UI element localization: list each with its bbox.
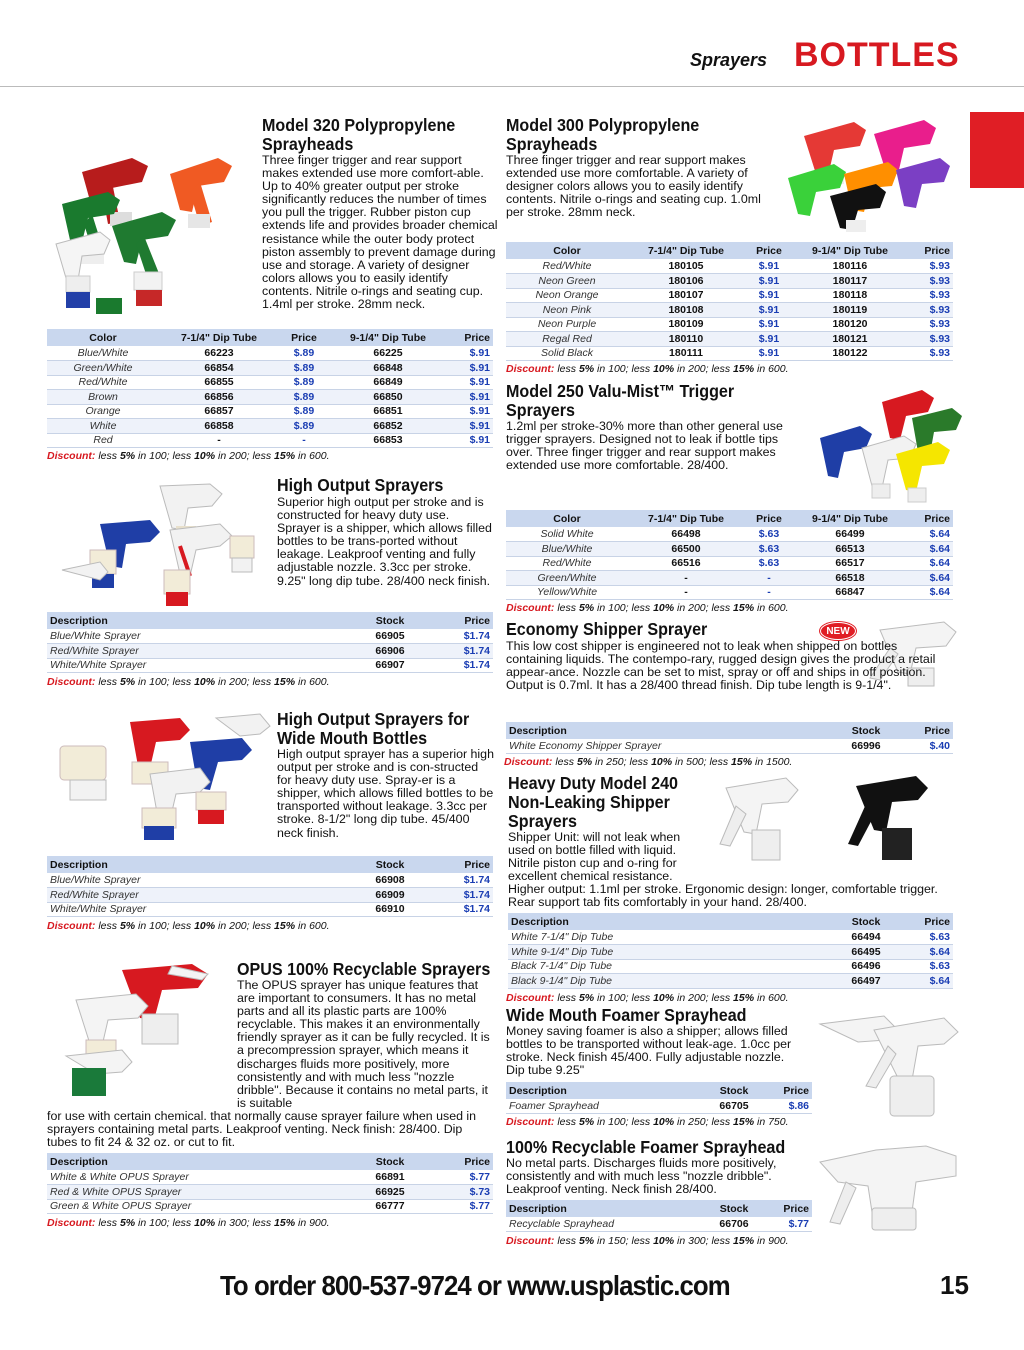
col-price: Price bbox=[447, 329, 493, 346]
economy-shipper-description: This low cost shipper is engineered not to leak when shipped on bottles containing liquids. The contempo-rary, rugged design gives the product a retail appear-ance. Nozzle can be set to mist, spray or off and ships in off position. Output is 0.7ml. It has a 28/400 thread finish. Dip tube length is 9-1/4". bbox=[506, 639, 936, 693]
recyclable-foamer-table: Description Stock Price Recyclable Sprayhead 66706 $.77 bbox=[506, 1200, 812, 1232]
high-output-discount: Discount: less 5% in 100; less 10% in 200; less 15% in 600. bbox=[47, 676, 330, 688]
table-row: White Economy Shipper Sprayer 66996 $.40 bbox=[506, 739, 953, 754]
model-240-description-2: Higher output: 1.1ml per stroke. Ergonomic design: longer, comfortable trigger. Rear support tab fits comfortably in your hand. 28/400. bbox=[508, 882, 938, 910]
table-row: Black 7-1/4" Dip Tube 66496 $.63 bbox=[508, 959, 953, 974]
recyclable-foamer-discount: Discount: less 5% in 150; less 10% in 300; less 15% in 900. bbox=[506, 1235, 789, 1247]
table-row: White/White Sprayer 66907 $1.74 bbox=[47, 658, 493, 673]
high-output-table: Description Stock Price Blue/White Sprayer 66905 $1.74 Red/White Sprayer 66906 $1.74 White/White Sprayer 66907 $1.74 bbox=[47, 612, 493, 673]
model-320-sprayer-image bbox=[52, 152, 252, 327]
table-row: Red & White OPUS Sprayer 66925 $.73 bbox=[47, 1185, 493, 1200]
recyclable-foamer-image bbox=[816, 1142, 966, 1234]
table-row: White 66858 $.89 66852 $.91 bbox=[47, 419, 493, 434]
opus-description: The OPUS sprayer has unique features that are important to consumers. It has no metal parts and all its plastic parts are 100% recyclable. This makes it an environmentally friendly sprayer as it can be fully recycled. It is a precompression sprayer, which means it discharges fluids more positively, more consistently and with much less "nozzle dribble". Because it contains no metal parts, it is suitable bbox=[237, 978, 490, 1110]
economy-shipper-discount: Discount: less 5% in 250; less 10% in 500; less 15% in 1500. bbox=[504, 756, 793, 768]
table-row: Green/White 66854 $.89 66848 $.91 bbox=[47, 361, 493, 376]
table-row: Blue/White 66500 $.63 66513 $.64 bbox=[506, 542, 953, 557]
table-row: Red/White 66516 $.63 66517 $.64 bbox=[506, 556, 953, 571]
high-output-wide-mouth-subtitle: Wide Mouth Bottles bbox=[277, 728, 428, 748]
wide-mouth-foamer-table: Description Stock Price Foamer Sprayhead 66705 $.86 bbox=[506, 1082, 812, 1114]
high-output-wide-mouth-title: High Output Sprayers for bbox=[277, 709, 470, 729]
opus-title: OPUS 100% Recyclable Sprayers bbox=[237, 959, 491, 979]
model-250-discount: Discount: less 5% in 100; less 10% in 200; less 15% in 600. bbox=[506, 602, 789, 614]
table-row: Red/White 66855 $.89 66849 $.91 bbox=[47, 375, 493, 390]
order-info: To order 800-537-9724 or www.usplastic.com bbox=[220, 1270, 730, 1301]
high-output-title: High Output Sprayers bbox=[277, 475, 444, 495]
model-250-description: 1.2ml per stroke-30% more than other general use trigger sprayers. Designed not to leak if bottle tips over. Three finger trigger and rear support makes extended use more comfortable. 28/400. bbox=[506, 419, 783, 473]
model-240-discount: Discount: less 5% in 100; less 10% in 200; less 15% in 600. bbox=[506, 992, 789, 1004]
economy-shipper-table: Description Stock Price White Economy Shipper Sprayer 66996 $.40 bbox=[506, 722, 953, 754]
table-row: Blue/White Sprayer 66908 $1.74 bbox=[47, 873, 493, 888]
table-row: Orange 66857 $.89 66851 $.91 bbox=[47, 404, 493, 419]
header-divider bbox=[0, 86, 1024, 87]
table-row: Brown 66856 $.89 66850 $.91 bbox=[47, 390, 493, 405]
table-row: Blue/White Sprayer 66905 $1.74 bbox=[47, 629, 493, 644]
wide-mouth-foamer-description: Money saving foamer is also a shipper; allows filled bottles to be transported without leak-age. 1.0cc per stroke. Neck finish 45/400. Fully adjustable nozzle. Dip tube 9.25" bbox=[506, 1024, 792, 1078]
table-row: Neon Orange 180107 $.91 180118 $.93 bbox=[506, 288, 953, 303]
table-row: Red - - 66853 $.91 bbox=[47, 433, 493, 448]
new-badge: NEW bbox=[820, 622, 856, 640]
model-240-title: Heavy Duty Model 240 bbox=[508, 773, 679, 793]
table-row: Red/White 180105 $.91 180116 $.93 bbox=[506, 259, 953, 274]
wide-mouth-foamer-image bbox=[814, 1010, 964, 1126]
table-row: White 9-1/4" Dip Tube 66495 $.64 bbox=[508, 945, 953, 960]
table-row: Green & White OPUS Sprayer 66777 $.77 bbox=[47, 1199, 493, 1214]
opus-sprayer-image bbox=[62, 960, 232, 1100]
model-300-description: Three finger trigger and rear support makes extended use more comfortable. A variety of designer colors allows you to easily identify contents. Nitrile o-rings and seating cup. 1.0ml per stroke. 28mm neck. bbox=[506, 153, 761, 220]
table-row: Red/White Sprayer 66909 $1.74 bbox=[47, 888, 493, 903]
high-output-sprayer-image bbox=[60, 480, 270, 610]
recyclable-foamer-title: 100% Recyclable Foamer Sprayhead bbox=[506, 1137, 786, 1157]
header-title: BOTTLES bbox=[794, 36, 960, 74]
col-color: Color bbox=[47, 329, 159, 346]
wide-mouth-foamer-discount: Discount: less 5% in 100; less 10% in 250; less 15% in 750. bbox=[506, 1116, 789, 1128]
model-300-sprayer-image bbox=[784, 116, 970, 236]
model-320-subtitle: Sprayheads bbox=[262, 134, 354, 154]
table-row: Black 9-1/4" Dip Tube 66497 $.64 bbox=[508, 974, 953, 989]
model-320-discount: Discount: less 5% in 100; less 10% in 200; less 15% in 600. bbox=[47, 450, 330, 462]
table-row: Neon Purple 180109 $.91 180120 $.93 bbox=[506, 317, 953, 332]
table-row: Recyclable Sprayhead 66706 $.77 bbox=[506, 1217, 812, 1232]
model-250-title: Model 250 Valu-Mist™ Trigger bbox=[506, 381, 735, 401]
opus-table: Description Stock Price White & White OPUS Sprayer 66891 $.77 Red & White OPUS Sprayer 66925 $.73 Green & White OPUS Sprayer 66777 $.77 bbox=[47, 1153, 493, 1214]
table-row: White/White Sprayer 66910 $1.74 bbox=[47, 902, 493, 917]
model-240-subtitle: Non-Leaking Shipper bbox=[508, 792, 670, 812]
model-250-subtitle: Sprayers bbox=[506, 400, 575, 420]
high-output-description: Superior high output per stroke and is constructed for heavy duty use. Sprayer is a shipper, which allows filled bottles to be trans-ported without leakage. Leakproof venting and fully adjustable nozzle. 3.3cc per stroke. 9.25" long dip tube. 28/400 neck finish. bbox=[277, 495, 492, 588]
high-output-wide-mouth-table: Description Stock Price Blue/White Sprayer 66908 $1.74 Red/White Sprayer 66909 $1.74 White/White Sprayer 66910 $1.74 bbox=[47, 856, 493, 917]
model-320-title: Model 320 Polypropylene bbox=[262, 115, 456, 135]
table-row: Foamer Sprayhead 66705 $.86 bbox=[506, 1099, 812, 1114]
high-output-wide-mouth-description: High output sprayer has a superior high output per stroke and is con-structed for heavy duty use. Spray-er is a shipper, which allows filled bottles to be transported without leakage. 3.3cc per stroke. 8-1/2" long dip tube. 45/400 neck finish. bbox=[277, 747, 494, 840]
high-output-wide-mouth-discount: Discount: less 5% in 100; less 10% in 200; less 15% in 600. bbox=[47, 920, 330, 932]
model-300-title: Model 300 Polypropylene bbox=[506, 115, 700, 135]
model-240-subtitle-2: Sprayers bbox=[508, 811, 577, 831]
table-row: Solid White 66498 $.63 66499 $.64 bbox=[506, 527, 953, 542]
table-row: Green/White - - 66518 $.64 bbox=[506, 571, 953, 586]
wide-mouth-foamer-title: Wide Mouth Foamer Sprayhead bbox=[506, 1005, 747, 1025]
table-row: Red/White Sprayer 66906 $1.74 bbox=[47, 644, 493, 659]
col-dip-7: 7-1/4" Dip Tube bbox=[159, 329, 279, 346]
col-price: Price bbox=[279, 329, 329, 346]
model-240-table: Description Stock Price White 7-1/4" Dip Tube 66494 $.63 White 9-1/4" Dip Tube 66495 $.64 Black 7-1/4" Dip Tube 66496 $.63 Black 9-1/4" Dip Tube 66497 $.64 bbox=[508, 913, 953, 989]
opus-description-2: for use with certain chemical. that normally cause sprayer failure when used in sprayers containing metal parts. Leakproof venting. Neck finish: 28/400. Dip tubes to fit 24 & 32 oz. or cut to fit. bbox=[47, 1109, 477, 1150]
model-320-description: Three finger trigger and rear support makes extended use more comfort-able. Up to 40% greater output per stroke significantly reduces the number of times you pull the trigger. Rubber piston cup extends life and provides broader chemical resistance while the outer body protect piston assembly to prevent damage during use and storage. A variety of designer colors allows you to easily identify contents. Nitrile o-rings and seating cup. 1.4ml per stroke. 28mm neck. bbox=[262, 153, 498, 312]
recyclable-foamer-description: No metal parts. Discharges fluids more positively, consistently and with much less "nozzle dribble". Leakproof venting. Neck finish 28/400. bbox=[506, 1156, 777, 1197]
model-300-subtitle: Sprayheads bbox=[506, 134, 598, 154]
model-240-description: Shipper Unit: will not leak when used on bottle filled with liquid. Nitrile piston cup and o-ring for excellent chemical resistance. bbox=[508, 830, 681, 884]
col-dip-9: 9-1/4" Dip Tube bbox=[329, 329, 447, 346]
model-250-sprayer-image bbox=[812, 388, 966, 508]
opus-discount: Discount: less 5% in 100; less 10% in 300; less 15% in 900. bbox=[47, 1217, 330, 1229]
table-row: Regal Red 180110 $.91 180121 $.93 bbox=[506, 332, 953, 347]
header-category: Sprayers bbox=[690, 50, 768, 70]
model-250-table: Color 7-1/4" Dip Tube Price 9-1/4" Dip Tube Price Solid White 66498 $.63 66499 $.64 Blue/White 66500 $.63 66513 $.64 Red/White 66516 $.63 66517 $.64 Green/White - - 66518 $.64 Yellow/White - - 66847 $.64 bbox=[506, 510, 953, 600]
model-320-table bbox=[47, 329, 493, 448]
table-row: Blue/White 66223 $.89 66225 $.91 bbox=[47, 346, 493, 361]
table-row: White 7-1/4" Dip Tube 66494 $.63 bbox=[508, 930, 953, 945]
table-row: White & White OPUS Sprayer 66891 $.77 bbox=[47, 1170, 493, 1185]
table-row: Neon Green 180106 $.91 180117 $.93 bbox=[506, 274, 953, 289]
model-300-table: Color 7-1/4" Dip Tube Price 9-1/4" Dip Tube Price Red/White 180105 $.91 180116 $.93 Neon Green 180106 $.91 180117 $.93 Neon Orange 180107 $.91 180118 $.93 Neon Pink 180108 $.91 180119 $.93 Neon Purple 180109 $.91 180120 $.93 Regal Red 180110 $.91 180121 $.93 Solid Black 180111 $.91 180122 $.93 bbox=[506, 242, 953, 361]
model-240-sprayer-image bbox=[706, 774, 960, 870]
high-output-wide-mouth-image bbox=[50, 712, 272, 842]
table-row: Neon Pink 180108 $.91 180119 $.93 bbox=[506, 303, 953, 318]
table-row: Yellow/White - - 66847 $.64 bbox=[506, 585, 953, 600]
section-tab bbox=[970, 112, 1024, 188]
page-number: 15 bbox=[940, 1270, 969, 1300]
table-row: Solid Black 180111 $.91 180122 $.93 bbox=[506, 346, 953, 361]
model-300-discount: Discount: less 5% in 100; less 10% in 200; less 15% in 600. bbox=[506, 363, 789, 375]
economy-shipper-title: Economy Shipper Sprayer bbox=[506, 619, 708, 639]
